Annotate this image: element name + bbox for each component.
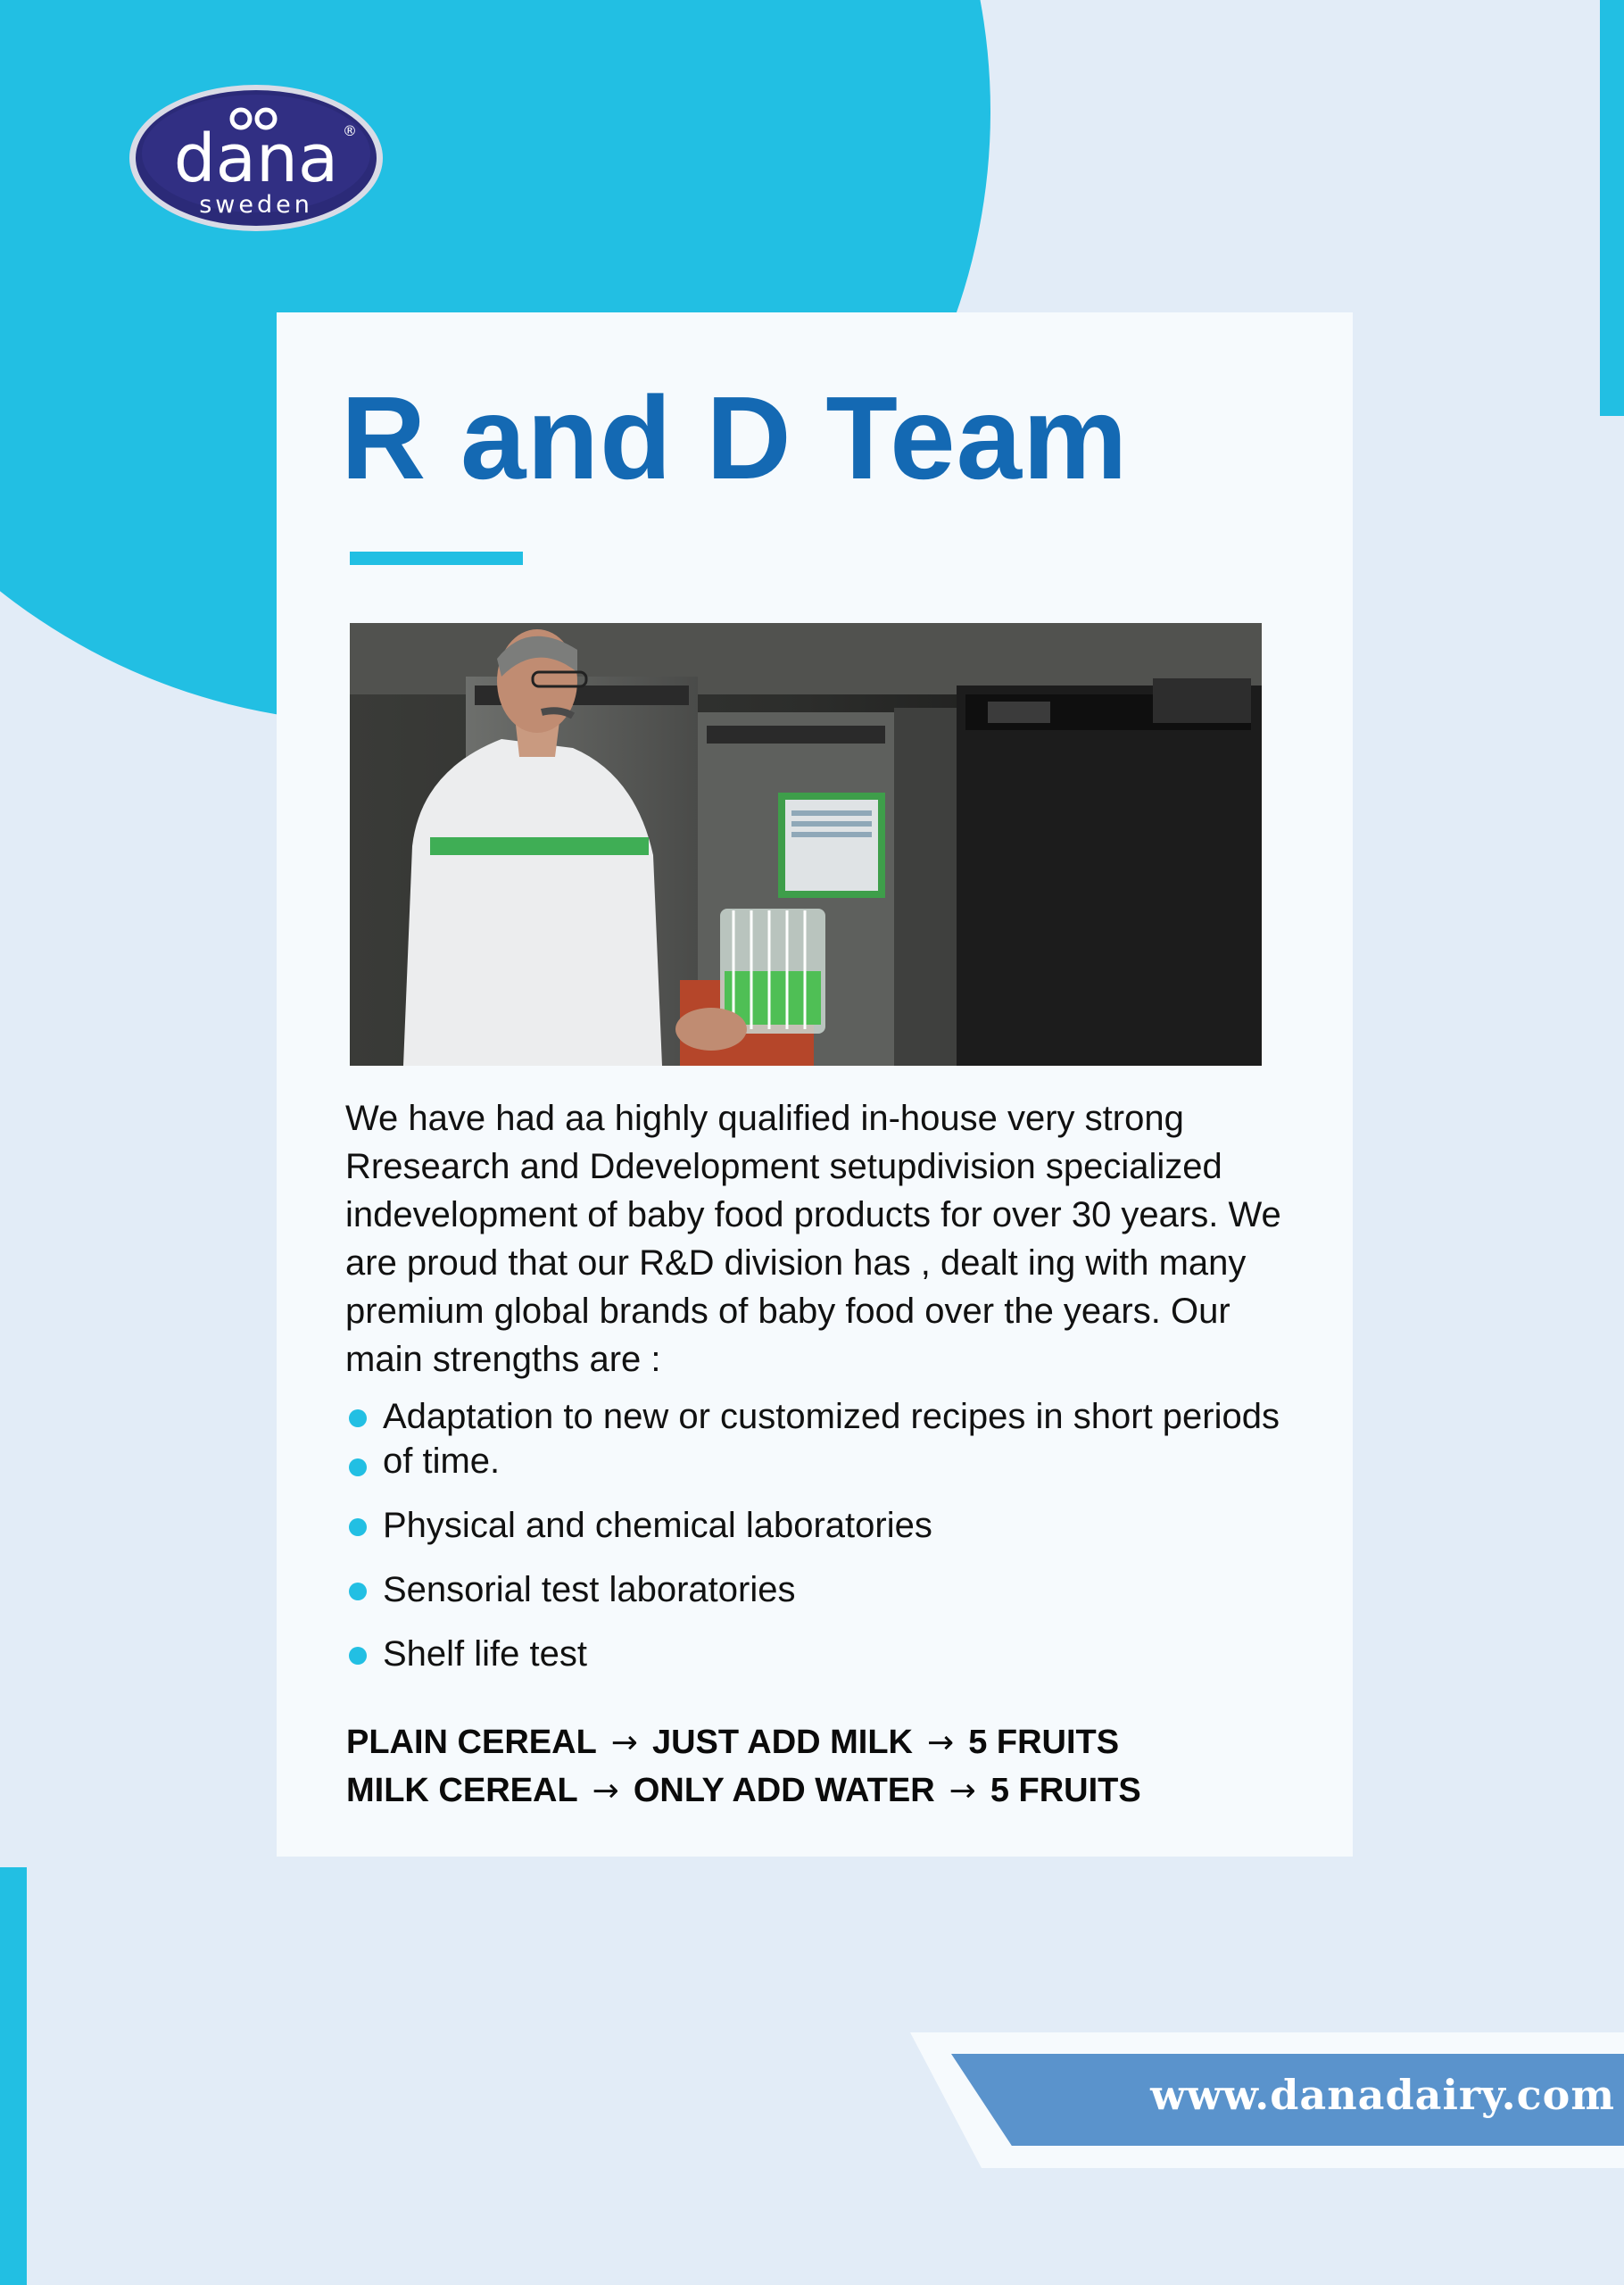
product-flow-row xyxy=(346,1771,1328,1810)
flow-step: 5 FRUITS xyxy=(990,1772,1141,1810)
list-item-text: Adaptation to new or customized recipes in short periods of time. xyxy=(383,1397,1280,1481)
intro-paragraph: We have had aa highly qualified in-house very strong Rresearch and Ddevelopment setupdivision specialized indevelopment of baby food products for over 30 years. We are proud that our R&D division has , dealt ing with many premium global brands of baby food over the years. Our main strengths are : xyxy=(345,1099,1281,1379)
flow-step: 5 FRUITS xyxy=(968,1724,1120,1762)
flow-step: MILK CEREAL xyxy=(346,1772,578,1810)
arrow-right-icon: → xyxy=(610,1724,638,1762)
list-item xyxy=(345,1567,1309,1632)
logo-subtitle: sweden xyxy=(199,191,313,219)
page-title: R and D Team xyxy=(341,372,1129,503)
right-accent-bar xyxy=(1600,0,1624,416)
list-item xyxy=(345,1503,1309,1567)
list-item-text: Physical and chemical laboratories xyxy=(383,1506,932,1545)
flow-step: JUST ADD MILK xyxy=(651,1724,914,1762)
bullet-dot-icon xyxy=(349,1647,367,1665)
bullet-dot-icon xyxy=(349,1518,367,1536)
bullet-dot-icon xyxy=(349,1583,367,1600)
list-item xyxy=(345,1632,1309,1696)
list-item-text: Sensorial test laboratories xyxy=(383,1570,796,1609)
registered-mark: ® xyxy=(343,122,357,139)
left-accent-bar xyxy=(0,1867,27,2285)
content-card xyxy=(277,312,1353,1857)
title-underline xyxy=(350,552,523,565)
scientist-photo xyxy=(350,623,1262,1066)
product-flow-row xyxy=(346,1723,1328,1762)
logo-wordmark: dana xyxy=(173,120,339,197)
arrow-right-icon: → xyxy=(927,1724,955,1762)
arrow-right-icon: → xyxy=(949,1773,976,1810)
bullet-dot-icon xyxy=(349,1409,367,1427)
website-link[interactable]: www.danadairy.com xyxy=(1150,2071,1615,2119)
flow-step: PLAIN CEREAL xyxy=(346,1724,597,1762)
flow-step: ONLY ADD WATER xyxy=(633,1772,935,1810)
list-item xyxy=(345,1394,1309,1503)
arrow-right-icon: → xyxy=(592,1773,619,1810)
bullet-dot-icon xyxy=(349,1458,367,1476)
strengths-list xyxy=(345,1394,1309,1696)
list-item-text: Shelf life test xyxy=(383,1634,588,1674)
dana-logo xyxy=(127,82,385,234)
